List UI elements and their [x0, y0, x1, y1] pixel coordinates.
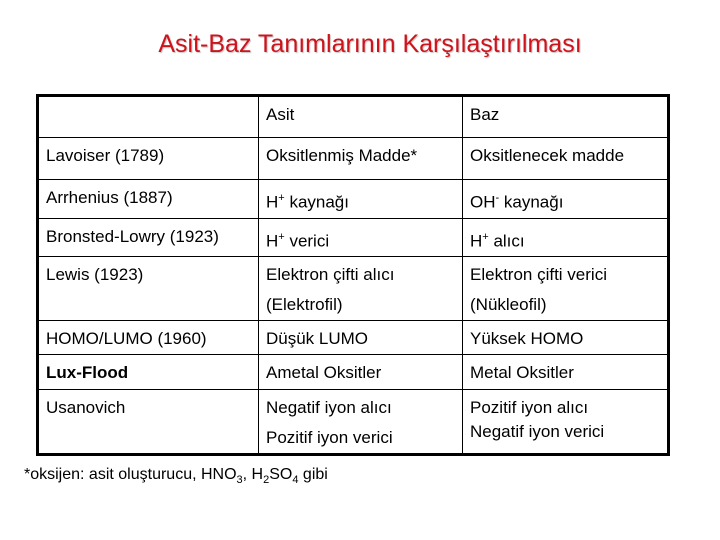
table-header-row — [38, 96, 669, 138]
table-row — [38, 390, 669, 455]
acid-cell: Düşük LUMO — [259, 321, 463, 355]
acid-base-comparison-table — [36, 94, 670, 456]
footnote: *oksijen: asit oluşturucu, $HNO_3$, $H_2SO_4$ gibi — [24, 466, 328, 487]
theory-cell: Usanovich — [38, 390, 259, 455]
base-cell: Oksitlenecek madde — [463, 138, 669, 180]
base-cell: Metal Oksitler — [463, 355, 669, 390]
acid-cell: H+ verici — [259, 218, 463, 257]
table-row — [38, 257, 669, 321]
table-row — [38, 321, 669, 355]
page-title: Asit-Baz Tanımlarının Karşılaştırılması — [158, 30, 582, 58]
acid-cell: H+ kaynağı — [259, 180, 463, 219]
theory-cell: Lux-Flood — [38, 355, 259, 390]
theory-cell: Arrhenius (1887) — [38, 180, 259, 219]
table-row — [38, 355, 669, 390]
header-theory — [38, 96, 259, 138]
table-row — [38, 138, 669, 180]
theory-cell: Bronsted-Lowry (1923) — [38, 218, 259, 257]
acid-cell: Ametal Oksitler — [259, 355, 463, 390]
base-cell: Elektron çifti verici (Nükleofil) — [463, 257, 669, 321]
acid-cell: Negatif iyon alıcı Pozitif iyon verici — [259, 390, 463, 455]
base-cell: Pozitif iyon alıcı Negatif iyon verici — [463, 390, 669, 455]
acid-cell: Oksitlenmiş Madde* — [259, 138, 463, 180]
base-cell: H+ alıcı — [463, 218, 669, 257]
table-row — [38, 218, 669, 257]
acid-cell: Elektron çifti alıcı (Elektrofil) — [259, 257, 463, 321]
header-acid: Asit — [259, 96, 463, 138]
header-base: Baz — [463, 96, 669, 138]
base-cell: Yüksek HOMO — [463, 321, 669, 355]
table-row — [38, 180, 669, 219]
theory-cell: Lavoiser (1789) — [38, 138, 259, 180]
theory-cell: Lewis (1923) — [38, 257, 259, 321]
theory-cell: HOMO/LUMO (1960) — [38, 321, 259, 355]
base-cell: OH- kaynağı — [463, 180, 669, 219]
